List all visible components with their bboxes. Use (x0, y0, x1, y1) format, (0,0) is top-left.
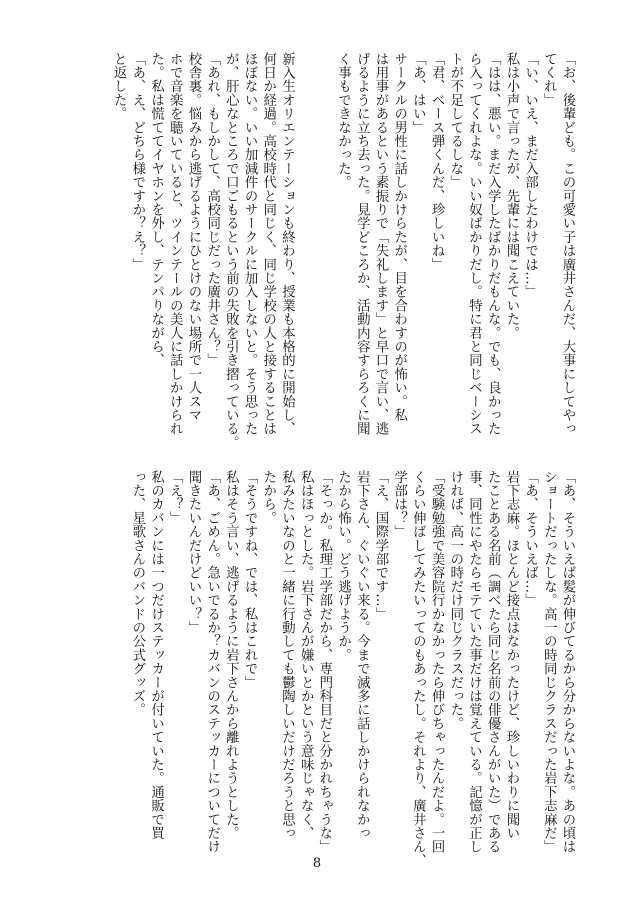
text-line: 「え、国際学部です…」 (372, 470, 388, 621)
text-line: く事もできなかった。 (335, 52, 351, 189)
text-line: たから。 (260, 470, 276, 525)
text-line: 「い、いえ、まだ入部したわけでは…」 (522, 52, 538, 299)
text-line: 何日か経過。高校時代と同じく、同じ学校の人と接することは (260, 52, 276, 436)
text-line (295, 52, 314, 434)
text-line: は用事があるという素振りで「失礼します」と早口で言い、逃 (372, 52, 388, 436)
text-line: 「お、後輩ども。この可愛い子は廣井さんだ、大事にしてやっ (560, 52, 575, 436)
text-line: 「あ、そういえば…」 (522, 470, 538, 607)
text-line: 私みたいなのと一緒に行動しても鬱陶しいだけだろうと思っ (279, 470, 295, 840)
page-number: 8 (312, 856, 322, 871)
text-line: 「はは、悪い。まだ入学したばかりだもんな。でも、良かった (485, 52, 501, 436)
text-line: てくれ」 (541, 52, 557, 107)
text-line: と返した。 (111, 52, 127, 121)
text-block-top (56, 52, 576, 450)
text-line: 私はほっとした。岩下さんが嫌いとかという意味じゃなく、 (298, 470, 314, 840)
text-line: 「あ、え、どちら様ですか？え？」 (129, 52, 145, 272)
text-line: 「そうですね、では、私はこれで」 (242, 470, 258, 690)
text-line (314, 52, 333, 434)
text-line: 事、同性にやたらモテていた事だけは覚えている。記憶が正し (466, 470, 482, 854)
text-line: 私はそう言い、逃げるように岩下さんから離れようとした。 (223, 470, 239, 840)
text-line: 「受験勉強で美容院行かなかったら伸びちゃったんだよ。一回 (429, 470, 445, 854)
text-line: 新入生オリエンテーションも終わり、授業も本格的に開始し、 (279, 52, 295, 436)
text-line: 岩下志麻。ほとんど接点はなかったけど、珍しいわりに聞い (503, 470, 519, 840)
text-line: 「あ、はい」 (410, 52, 426, 135)
text-line: 「あ、そういえば髪が伸びてるから分からないよな。あの頃は (560, 470, 575, 854)
text-line: 「そっか。私理工学部だから、専門科目だと分かれちゃうな」 (316, 470, 332, 854)
text-line: が、肝心なところで口ごもるという前の失敗を引き摺っている。 (223, 52, 239, 450)
text-line: ら入ってくれよな。いい奴ばかりだし。特に君と同じベーシス (466, 52, 482, 436)
text-line: ホで音楽を聴いていると、ツインテールの美人に話しかけられ (167, 52, 183, 436)
text-line: げるように立ち去った。見学どころか、活動内容すらろくに聞 (354, 52, 370, 436)
text-line: サークルの男性に話しかけらたが、目を合わすのが怖い。私 (391, 52, 407, 422)
text-line: 聞きたいんだけどいい？」 (185, 470, 201, 635)
text-line: 校舎裏。悩みから逃げるようにひとけのない場所で一人スマ (185, 52, 201, 422)
text-line: 岩下さん、ぐいぐい来る。今まで滅多に話しかけられなかっ (354, 470, 370, 840)
text-line: たことある名前（調べたら同じ名前の俳優さんがいた）である (485, 470, 501, 854)
text-line: ほぼない。いい加減件のサークルに加入しないと。そう思った (242, 52, 258, 436)
text-line: ショートだったしな。高一の時同じクラスだった岩下志麻だ」 (541, 470, 557, 854)
text-line: 「あれ、もしかして、高校同じだった廣井さん？」 (204, 52, 220, 368)
text-line: 「あ、ごめん。急いでるか？カバンのステッカーについてだけ (204, 470, 220, 854)
text-line: 「え？」 (167, 470, 183, 525)
text-line: った、星歌さんのバンドの公式グッズ。 (129, 470, 145, 717)
text-line: 私のカバンには一つだけステッカーが付いていた。通販で買 (148, 470, 164, 840)
text-line: たから怖い。どう逃げようか。 (335, 470, 351, 662)
text-line: 学部は？」 (391, 470, 407, 539)
text-line: くらい伸ばしてみたいってのもあったし。それより、廣井さん、 (410, 470, 426, 868)
text-line: 「君、ベース弾くんだ、珍しいね」 (429, 52, 445, 272)
text-line: た。私は慌ててイヤホンを外し、テンパりながら、 (148, 52, 164, 368)
text-line: 私は小声で言ったが、先輩には聞こえていた。 (503, 52, 519, 340)
text-line: ければ、高一の時だけ同じクラスだった。 (447, 470, 463, 731)
text-line: トが不足してるしな」 (447, 52, 463, 189)
text-block-bottom (56, 470, 576, 868)
